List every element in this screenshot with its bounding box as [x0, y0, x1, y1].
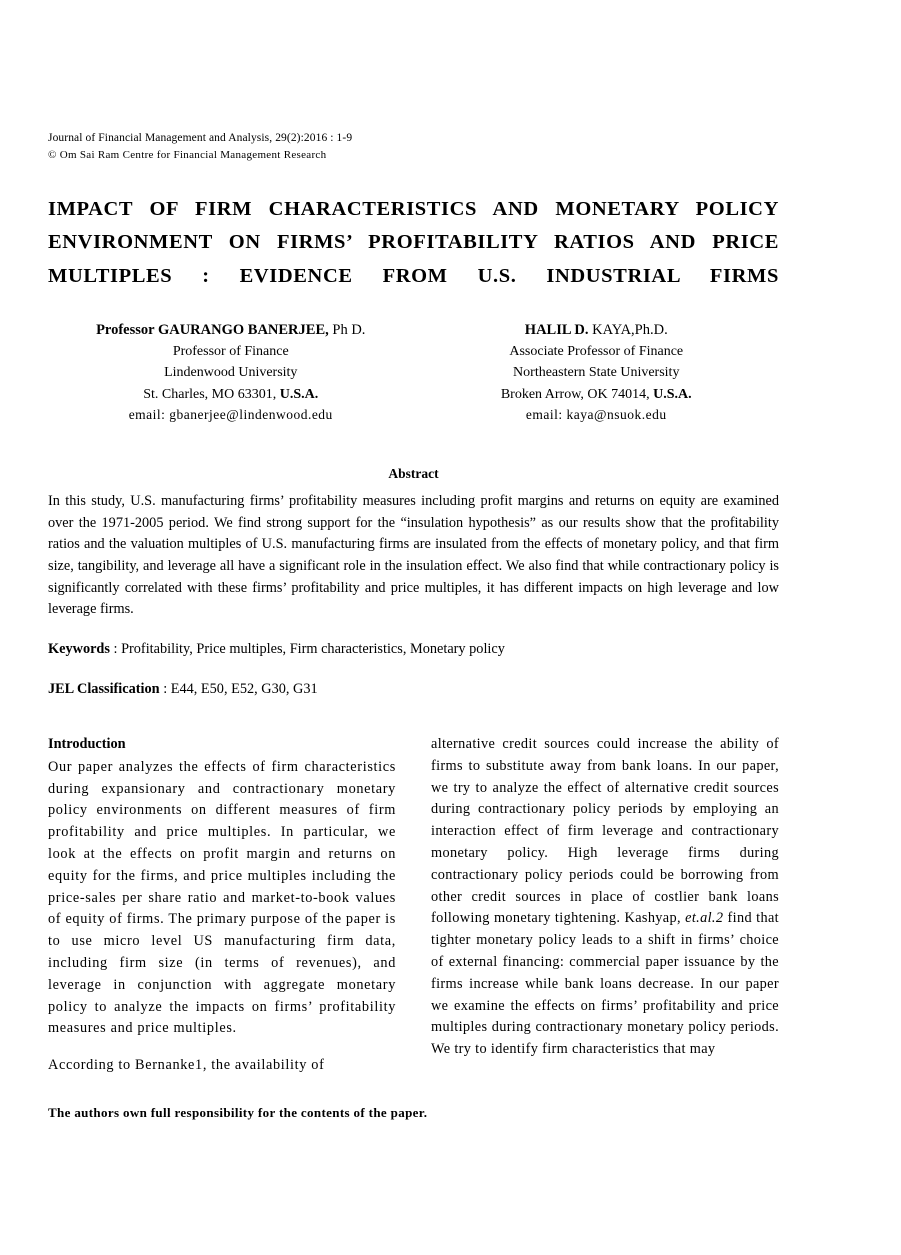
abstract-text: In this study, U.S. manufacturing firms’ profitability measures including profit margins and returns on equity are examined over the 1971-2005 period. We find strong support for the “insulation hypothesis” as our results show that the profitability ratios and the valuation multiples of U.S. manufacturing firms are insulated from the effects of monetary policy, and that firm size, tangibility, and leverage all have a significant role in the insulation effect. We also find that while contractionary policy is significantly correlated with these firms’ profitability and price multiples, it has different impacts on high leverage and low leverage firms.	[48, 492, 779, 618]
section-heading-introduction: Introduction	[48, 736, 126, 752]
journal-citation-line: Journal of Financial Management and Analysis, 29(2):2016 : 1-9	[48, 132, 353, 144]
copyright-line: © Om Sai Ram Centre for Financial Management Research	[48, 148, 327, 161]
keywords-line: Keywords : Profitability, Price multiples, Firm characteristics, Monetary policy	[48, 641, 505, 658]
author-location-left: St. Charles, MO 63301, U.S.A.	[143, 386, 319, 402]
intro-paragraph-3: alternative credit sources could increase the ability of firms to substitute away from bank loans. In our paper, we try to analyze the effect of alternative credit sources during contractionary policy periods by employing an interaction effect of firm leverage and contractionary monetary policy. High leverage firms during contractionary policy periods could be borrowing from other credit sources in place of costlier bank loans following monetary tightening. Kashyap, et.al.2 find that tighter monetary policy leads to a shift in firms’ choice of external financing: commercial paper issuance by the firms increase while bank loans decrease. In our paper we examine the effects on firms’ profitability and price multiples during contractionary monetary policy periods. We try to identify firm characteristics that may	[431, 736, 779, 1058]
body-columns	[48, 734, 779, 1077]
author-name-right: HALIL D. KAYA,Ph.D.	[524, 321, 668, 338]
column-left	[48, 734, 396, 1077]
author-institution-right: Northeastern State University	[513, 365, 680, 381]
intro-paragraph-2: According to Bernanke1, the availability of	[48, 1057, 325, 1074]
author-block	[48, 319, 779, 426]
author-affiliation-right: Associate Professor of Finance	[509, 343, 684, 359]
author-institution-left: Lindenwood University	[164, 365, 298, 381]
author-email-left: email: gbanerjee@lindenwood.edu	[128, 407, 333, 423]
author-entry-left	[48, 319, 414, 426]
abstract-heading: Abstract	[388, 465, 439, 481]
author-affiliation-left: Professor of Finance	[172, 343, 289, 359]
author-email-right: email: kaya@nsuok.edu	[525, 407, 667, 423]
intro-paragraph-1: Our paper analyzes the effects of firm characteristics during expansionary and contractionary monetary policy environments on different measures of firm profitability and price multiples. In particular, we look at the effects on profit margin and returns on equity for the firms, and price multiples including the price-sales per share ratio and market-to-book values of equity of firms. The primary purpose of the paper is to use micro level US manufacturing firm data, including firm size (in terms of revenues), and leverage in conjunction with aggregate monetary policy to analyze the impacts on firms’ profitability measures and price multiples.	[48, 758, 396, 1037]
footnote-responsibility: The authors own full responsibility for the contents of the paper.	[48, 1105, 428, 1120]
jel-classification-line: JEL Classification : E44, E50, E52, G30, G31	[48, 680, 318, 697]
page-title: IMPACT OF FIRM CHARACTERISTICS AND MONETARY POLICY ENVIRONMENT ON FIRMS’ PROFITABILITY RATIOS AND PRICE MULTIPLES : EVIDENCE FROM U.S. INDUSTRIAL FIRMS	[48, 198, 779, 287]
page-content	[48, 130, 779, 1077]
author-entry-right	[414, 319, 780, 426]
author-name-left: Professor GAURANGO BANERJEE, Ph D.	[96, 321, 366, 338]
column-right	[431, 734, 779, 1077]
author-location-right: Broken Arrow, OK 74014, U.S.A.	[500, 386, 692, 402]
